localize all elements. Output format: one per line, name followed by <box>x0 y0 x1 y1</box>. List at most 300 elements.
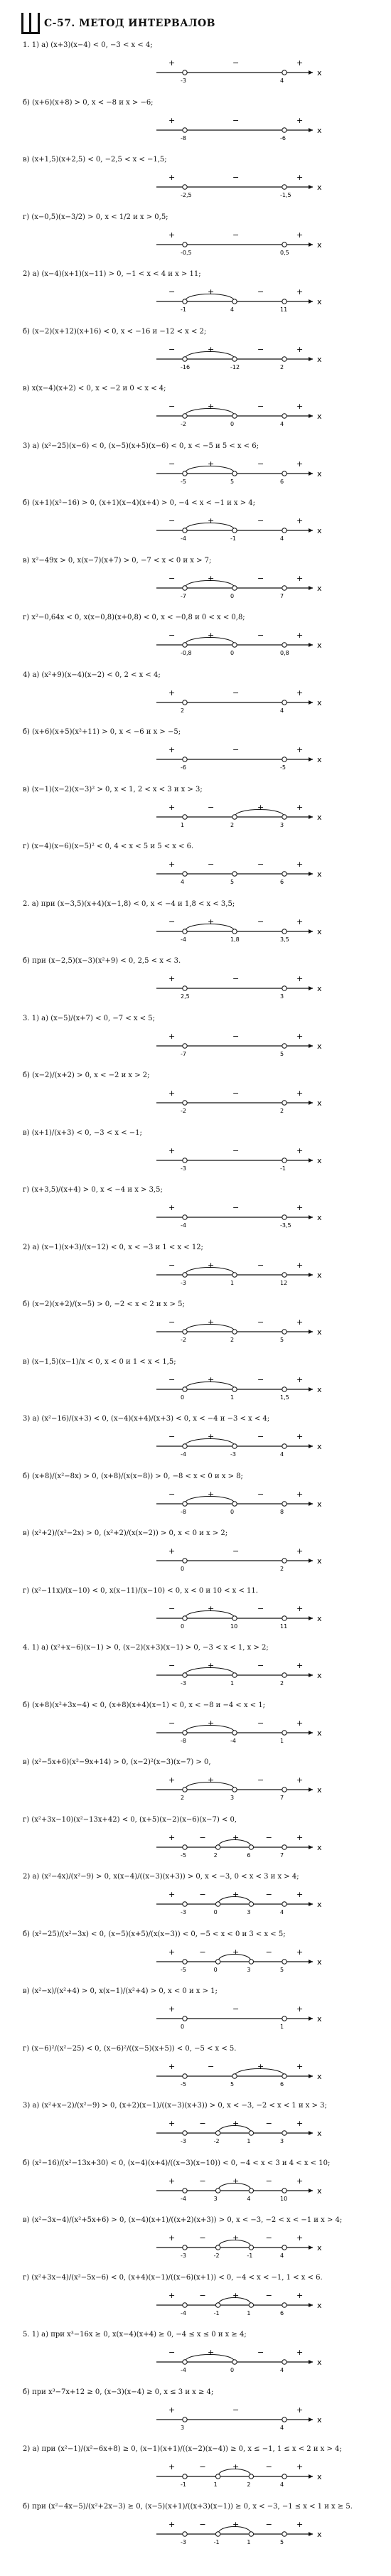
point-marker <box>282 872 286 876</box>
sign-label: + <box>232 2290 240 2300</box>
axis-arrow-icon <box>309 1158 313 1163</box>
point-label: -2 <box>181 421 186 427</box>
point-label: 4 <box>230 306 235 313</box>
point-label: 5 <box>280 2538 284 2545</box>
problem-text: б) (x+6)(x+8) > 0, x < −8 и x > −6; <box>23 98 154 107</box>
sign-label: − <box>265 2176 272 2186</box>
sign-label: − <box>265 2233 272 2243</box>
problem-text: 1. 1) а) (x+3)(x−4) < 0, −3 < x < 4; <box>23 41 153 49</box>
point-label: 4 <box>280 1909 284 1915</box>
number-line <box>0 226 391 259</box>
axis-x-label: x <box>317 1613 322 1623</box>
problem-text: г) (x+3,5)/(x+4) > 0, x < −4 и x > 3,5; <box>23 1186 163 1194</box>
sign-label: + <box>296 631 304 640</box>
point-label: 0 <box>230 592 235 599</box>
point-label: 6 <box>247 1851 251 1859</box>
point-label: -3,5 <box>280 1222 291 1229</box>
sign-label: + <box>168 1089 176 1098</box>
point-marker <box>282 414 286 418</box>
sign-label: + <box>208 1775 215 1785</box>
point-label: -4 <box>181 2367 186 2373</box>
axis-x-label: x <box>317 297 322 306</box>
number-line <box>0 2516 391 2548</box>
number-line <box>0 1485 391 1518</box>
sign-label: − <box>199 2290 206 2300</box>
axis-x-label: x <box>317 2472 322 2481</box>
sign-label: + <box>168 974 176 983</box>
problem-text: б) при (x−2,5)(x−3)(x²+9) < 0, 2,5 < x < 3. <box>23 957 181 965</box>
point-label: 3 <box>213 2195 218 2202</box>
sign-label: − <box>168 1260 176 1270</box>
sign-label: − <box>168 459 176 469</box>
sign-label: − <box>257 1603 264 1613</box>
point-marker <box>282 1444 286 1448</box>
sign-label: + <box>296 745 304 754</box>
point-label: -4 <box>181 1222 186 1229</box>
point-marker <box>249 1902 253 1906</box>
point-marker <box>232 814 237 818</box>
axis-arrow-icon <box>309 299 313 304</box>
sign-label: + <box>296 1374 304 1384</box>
axis-arrow-icon <box>309 528 313 533</box>
sign-label: + <box>296 802 304 812</box>
sign-label: − <box>199 2119 206 2128</box>
axis-x-label: x <box>317 812 322 822</box>
point-label: 0 <box>181 1623 185 1630</box>
problem-text: 3) а) (x²+x−2)/(x²−9) > 0, (x+2)(x−1)/((x−3)(x+3)) > 0, x < −3, −2 < x < 1 и x > 3; <box>23 2102 327 2110</box>
sign-label: + <box>296 1890 304 1899</box>
problem-text: 3. 1) а) (x−5)/(x+7) < 0, −7 < x < 5; <box>23 1014 155 1022</box>
sign-label: + <box>168 1031 176 1041</box>
sign-label: + <box>168 802 176 812</box>
point-label: 4 <box>181 879 185 885</box>
sign-label: − <box>168 916 176 926</box>
problem-text: 2) а) (x−1)(x+3)/(x−12) < 0, x < −3 и 1 < x < 12; <box>23 1243 203 1251</box>
point-marker <box>282 528 286 533</box>
sign-label: + <box>168 58 176 68</box>
sign-label: − <box>257 287 264 296</box>
sign-label: + <box>168 2004 176 2014</box>
problem-text: 3) а) (x²−16)/(x+3) < 0, (x−4)(x+4)/(x+3) < 0, x < −4 и −3 < x < 4; <box>23 1415 270 1423</box>
sign-label: + <box>168 2233 176 2243</box>
point-marker <box>183 1902 187 1906</box>
sign-label: − <box>199 2519 206 2529</box>
axis-x-label: x <box>317 1499 322 1509</box>
axis-x-label: x <box>317 1785 322 1795</box>
point-label: -3 <box>181 78 186 84</box>
axis-x-label: x <box>317 125 322 135</box>
point-marker <box>282 1787 286 1792</box>
point-marker <box>282 929 286 933</box>
problem-text: 2) а) (x−4)(x+1)(x−11) > 0, −1 < x < 4 и x > 11; <box>23 270 201 278</box>
point-marker <box>282 242 286 246</box>
problem-text: в) (x−1)(x−2)(x−3)² > 0, x < 1, 2 < x < 3 и x > 3; <box>23 785 203 793</box>
point-marker <box>183 1158 187 1162</box>
axis-x-label: x <box>317 698 322 707</box>
number-line <box>0 2000 391 2033</box>
point-label: -3 <box>181 2138 186 2144</box>
sign-label: + <box>208 1318 215 1327</box>
sign-label: − <box>199 2176 206 2186</box>
problem-text: г) x²−0,64x < 0, x(x−0,8)(x+0,8) < 0, x < −0,8 и 0 < x < 0,8; <box>23 614 245 621</box>
point-marker <box>183 2531 187 2535</box>
problem-text: б) (x−2)/(x+2) > 0, x < −2 и x > 2; <box>23 1071 150 1079</box>
sign-label: − <box>168 1718 176 1728</box>
point-label: -8 <box>181 134 186 141</box>
problem-text: в) x(x−4)(x+2) < 0, x < −2 и 0 < x < 4; <box>23 385 166 392</box>
axis-arrow-icon <box>309 929 313 934</box>
sign-label: + <box>296 2405 304 2415</box>
sign-label: + <box>208 1260 215 1270</box>
point-marker <box>232 929 237 933</box>
sign-label: + <box>208 287 215 296</box>
point-label: 5 <box>280 1050 284 1057</box>
sign-label: − <box>208 860 215 869</box>
sign-label: + <box>296 1603 304 1613</box>
sign-label: − <box>232 58 240 68</box>
point-marker <box>183 700 187 704</box>
sign-label: + <box>296 860 304 869</box>
header <box>21 13 215 34</box>
sign-label: − <box>168 516 176 525</box>
point-label: 0 <box>213 1966 218 1973</box>
sign-label: + <box>296 1432 304 1441</box>
sign-label: − <box>168 1318 176 1327</box>
number-line <box>0 2458 391 2491</box>
sign-label: − <box>265 2119 272 2128</box>
sign-label: + <box>296 516 304 525</box>
sign-label: + <box>296 1947 304 1957</box>
point-label: 4 <box>280 535 284 542</box>
point-label: -1 <box>230 535 236 542</box>
point-label: 0 <box>230 1508 235 1515</box>
page-title: С-57. МЕТОД ИНТЕРВАЛОВ <box>44 18 216 29</box>
point-label: 0 <box>181 1394 185 1401</box>
point-marker <box>249 2474 253 2479</box>
axis-x-label: x <box>317 2358 322 2367</box>
sign-label: − <box>168 402 176 411</box>
sign-label: + <box>168 2290 176 2300</box>
point-label: 1 <box>181 821 185 828</box>
number-line <box>0 1371 391 1404</box>
sign-label: − <box>257 516 264 525</box>
point-marker <box>282 700 286 704</box>
point-label: 1,8 <box>230 936 240 943</box>
point-marker <box>282 2245 286 2250</box>
point-marker <box>215 2474 220 2479</box>
point-label: -3 <box>181 2252 186 2259</box>
point-marker <box>249 2131 253 2135</box>
point-label: -7 <box>181 1050 186 1057</box>
point-marker <box>183 185 187 189</box>
sign-label: − <box>168 1661 176 1670</box>
axis-arrow-icon <box>309 414 313 418</box>
sign-label: + <box>232 2462 240 2471</box>
number-line <box>0 2343 391 2376</box>
sign-label: + <box>296 1031 304 1041</box>
axis-arrow-icon <box>309 1387 313 1391</box>
axis-x-label: x <box>317 240 322 250</box>
sign-label: + <box>232 1890 240 1899</box>
sign-label: + <box>168 2176 176 2186</box>
point-marker <box>282 1043 286 1047</box>
point-label: 1 <box>230 1680 235 1687</box>
sign-label: − <box>265 2519 272 2529</box>
number-line <box>0 1313 391 1346</box>
point-label: 6 <box>280 2080 284 2088</box>
point-marker <box>282 643 286 647</box>
point-marker <box>282 585 286 589</box>
sign-label: − <box>232 173 240 182</box>
point-marker <box>282 1101 286 1105</box>
point-marker <box>183 986 187 990</box>
number-line <box>0 570 391 602</box>
point-label: 1 <box>247 2538 251 2545</box>
point-marker <box>183 242 187 246</box>
point-label: 3 <box>280 821 284 828</box>
sign-label: + <box>232 2519 240 2529</box>
axis-x-label: x <box>317 1213 322 1222</box>
axis-x-label: x <box>317 2415 322 2425</box>
problem-text: 2. а) при (x−3,5)(x+4)(x−1,8) < 0, x < −4 и 1,8 < x < 3,5; <box>23 899 235 908</box>
axis-x-label: x <box>317 412 322 421</box>
number-line <box>0 283 391 316</box>
sign-label: − <box>257 860 264 869</box>
sign-label: + <box>208 1661 215 1670</box>
point-marker <box>232 643 237 647</box>
sign-label: − <box>257 1374 264 1384</box>
point-marker <box>282 757 286 761</box>
axis-arrow-icon <box>309 1616 313 1620</box>
point-label: -8 <box>181 1508 186 1515</box>
sign-label: − <box>168 631 176 640</box>
axis-x-label: x <box>317 2186 322 2196</box>
axis-x-label: x <box>317 2300 322 2310</box>
point-marker <box>282 1501 286 1505</box>
number-line <box>0 626 391 659</box>
problem-text: б) при (x²−4x−5)/(x²+2x−3) ≥ 0, (x−5)(x+1)/((x+3)(x−1)) ≥ 0, x < −3, −1 ≤ x < 1 и x ≥ 5. <box>23 2502 353 2511</box>
point-label: 11 <box>280 306 288 313</box>
point-label: 0,8 <box>280 650 289 656</box>
point-marker <box>282 185 286 189</box>
point-label: 2,5 <box>181 993 190 1000</box>
point-marker <box>183 1959 187 1963</box>
sign-label: − <box>257 1775 264 1785</box>
point-marker <box>215 1844 220 1849</box>
sign-label: + <box>296 1661 304 1670</box>
sign-label: − <box>257 1718 264 1728</box>
sign-label: + <box>208 916 215 926</box>
point-marker <box>215 2302 220 2307</box>
point-label: -7 <box>181 592 186 599</box>
axis-arrow-icon <box>309 70 313 75</box>
axis-x-label: x <box>317 2014 322 2024</box>
sign-label: − <box>232 1089 240 1098</box>
number-line <box>0 1886 391 1918</box>
point-label: 5 <box>280 1966 284 1973</box>
point-label: 2 <box>181 707 185 714</box>
point-label: 4 <box>280 707 284 714</box>
point-label: 1 <box>247 2309 251 2316</box>
sign-label: − <box>232 115 240 125</box>
point-label: 1 <box>213 2481 218 2488</box>
problem-text: г) (x²+3x−4)/(x²−5x−6) < 0, (x+4)(x−1)/((x−6)(x+1)) < 0, −4 < x < −1, 1 < x < 6. <box>23 2273 323 2282</box>
sign-label: − <box>232 688 240 698</box>
problem-text: в) (x−1,5)(x−1)/x < 0, x < 0 и 1 < x < 1,5; <box>23 1357 176 1366</box>
point-label: -3 <box>181 1165 186 1172</box>
sign-label: + <box>296 1318 304 1327</box>
point-marker <box>232 1501 237 1505</box>
point-label: 4 <box>280 2481 284 2488</box>
point-label: -4 <box>181 535 186 542</box>
point-label: 2 <box>280 363 284 370</box>
point-marker <box>282 1615 286 1620</box>
axis-arrow-icon <box>309 1845 313 1849</box>
axis-x-label: x <box>317 1556 322 1566</box>
sign-label: − <box>168 1603 176 1613</box>
point-marker <box>282 1158 286 1162</box>
sign-label: + <box>168 2119 176 2128</box>
point-marker <box>232 1787 237 1792</box>
point-marker <box>183 757 187 761</box>
point-label: 1 <box>247 2138 251 2144</box>
sign-label: − <box>257 1318 264 1327</box>
point-label: 0 <box>181 2024 185 2030</box>
point-label: 7 <box>280 1795 284 1801</box>
point-label: 0 <box>230 2367 235 2373</box>
axis-arrow-icon <box>309 2016 313 2021</box>
point-marker <box>183 1330 187 1334</box>
point-marker <box>282 356 286 360</box>
sign-label: − <box>257 573 264 583</box>
point-label: 10 <box>230 1623 238 1630</box>
number-line <box>0 2115 391 2147</box>
sign-label: + <box>296 2519 304 2529</box>
point-label: -3 <box>181 2538 186 2545</box>
point-marker <box>249 1844 253 1849</box>
point-label: 0 <box>181 1566 185 1572</box>
problem-text: б) (x−2)(x+2)/(x−5) > 0, −2 < x < 2 и x > 5; <box>23 1300 185 1308</box>
problem-text: г) (x−4)(x−6)(x−5)² < 0, 4 < x < 5 и 5 < x < 6. <box>23 843 194 850</box>
point-label: -16 <box>181 363 191 370</box>
point-label: 7 <box>280 592 284 599</box>
sign-label: + <box>208 516 215 525</box>
point-marker <box>282 1730 286 1734</box>
point-label: -8 <box>181 1737 186 1744</box>
sign-label: + <box>296 1260 304 1270</box>
sign-label: + <box>296 58 304 68</box>
point-label: -6 <box>181 764 186 771</box>
point-label: 0 <box>230 421 235 427</box>
sign-label: + <box>296 2233 304 2243</box>
sign-label: + <box>168 230 176 240</box>
point-marker <box>232 872 237 876</box>
point-marker <box>215 2245 220 2250</box>
point-label: 10 <box>280 2195 288 2202</box>
sign-label: + <box>168 1947 176 1957</box>
point-label: -3 <box>181 1680 186 1687</box>
axis-arrow-icon <box>309 1902 313 1906</box>
point-marker <box>232 2073 237 2078</box>
number-line <box>0 1943 391 1976</box>
problem-text: г) (x−0,5)(x−3/2) > 0, x < 1/2 и x > 0,5; <box>23 213 168 221</box>
sign-label: − <box>257 1432 264 1441</box>
axis-arrow-icon <box>309 986 313 990</box>
axis-x-label: x <box>317 641 322 650</box>
point-label: 3 <box>280 2138 284 2144</box>
point-label: -2 <box>213 2138 220 2144</box>
sign-label: + <box>296 115 304 125</box>
axis-arrow-icon <box>309 2303 313 2307</box>
axis-x-label: x <box>317 2071 322 2081</box>
problem-text: в) (x+1)/(x+3) < 0, −3 < x < −1; <box>23 1128 142 1137</box>
sign-label: + <box>168 2462 176 2471</box>
sign-label: + <box>208 1432 215 1441</box>
problem-text: 2) а) при (x²−1)/(x²−6x+8) ≥ 0, (x−1)(x+1)/((x−2)(x−4)) ≥ 0, x ≤ −1, 1 ≤ x < 2 и x > 4; <box>23 2445 342 2453</box>
point-marker <box>215 2188 220 2192</box>
sign-label: + <box>296 1718 304 1728</box>
point-label: -4 <box>181 2309 186 2316</box>
problem-text: б) (x+1)(x²−16) > 0, (x+1)(x−4)(x+4) > 0, −4 < x < −1 и x > 4; <box>23 499 256 507</box>
problem-text: 3) а) (x²−25)(x−6) < 0, (x−5)(x+5)(x−6) < 0, x < −5 и 5 < x < 6; <box>23 442 259 450</box>
sign-label: − <box>199 1890 206 1899</box>
point-marker <box>232 356 237 360</box>
problem-text: б) (x²−16)/(x²−13x+30) < 0, (x−4)(x+4)/((x−3)(x−10)) < 0, −4 < x < 3 и 4 < x < 10; <box>23 2159 331 2167</box>
point-label: -5 <box>280 764 286 771</box>
problem-text: 4. 1) а) (x²+x−6)(x−1) > 0, (x−2)(x+3)(x−1) > 0, −3 < x < 1, x > 2; <box>23 1644 269 1652</box>
point-marker <box>232 1615 237 1620</box>
point-label: -4 <box>181 1451 186 1458</box>
sign-label: − <box>232 1031 240 1041</box>
sign-label: − <box>168 573 176 583</box>
point-label: -2,5 <box>181 192 192 198</box>
sign-label: + <box>296 1089 304 1098</box>
point-marker <box>232 1444 237 1448</box>
sign-label: + <box>296 2119 304 2128</box>
point-marker <box>183 814 187 818</box>
problem-text: б) (x+8)/(x²−8x) > 0, (x+8)/(x(x−8)) > 0, −8 < x < 0 и x > 8; <box>23 1472 243 1480</box>
sign-label: − <box>168 1374 176 1384</box>
point-marker <box>183 585 187 589</box>
sign-label: − <box>199 1832 206 1842</box>
point-label: 2 <box>247 2481 251 2488</box>
point-marker <box>183 1386 187 1391</box>
point-marker <box>183 2417 187 2421</box>
axis-x-label: x <box>317 1270 322 1280</box>
sign-label: + <box>168 1775 176 1785</box>
point-marker <box>183 1501 187 1505</box>
axis-arrow-icon <box>309 2188 313 2193</box>
number-line <box>0 684 391 717</box>
point-marker <box>282 1959 286 1963</box>
axis-arrow-icon <box>309 2245 313 2250</box>
axis-arrow-icon <box>309 700 313 705</box>
number-line <box>0 341 391 373</box>
axis-arrow-icon <box>309 1444 313 1448</box>
point-label: -1 <box>280 1165 286 1172</box>
sign-label: − <box>265 1947 272 1957</box>
point-marker <box>282 2531 286 2535</box>
sign-label: + <box>296 974 304 983</box>
sign-label: − <box>257 344 264 354</box>
axis-arrow-icon <box>309 1044 313 1048</box>
point-label: -3 <box>181 1909 186 1915</box>
axis-x-label: x <box>317 1957 322 1967</box>
sign-label: + <box>168 1832 176 1842</box>
point-marker <box>215 2531 220 2535</box>
point-marker <box>282 2417 286 2421</box>
point-marker <box>183 356 187 360</box>
